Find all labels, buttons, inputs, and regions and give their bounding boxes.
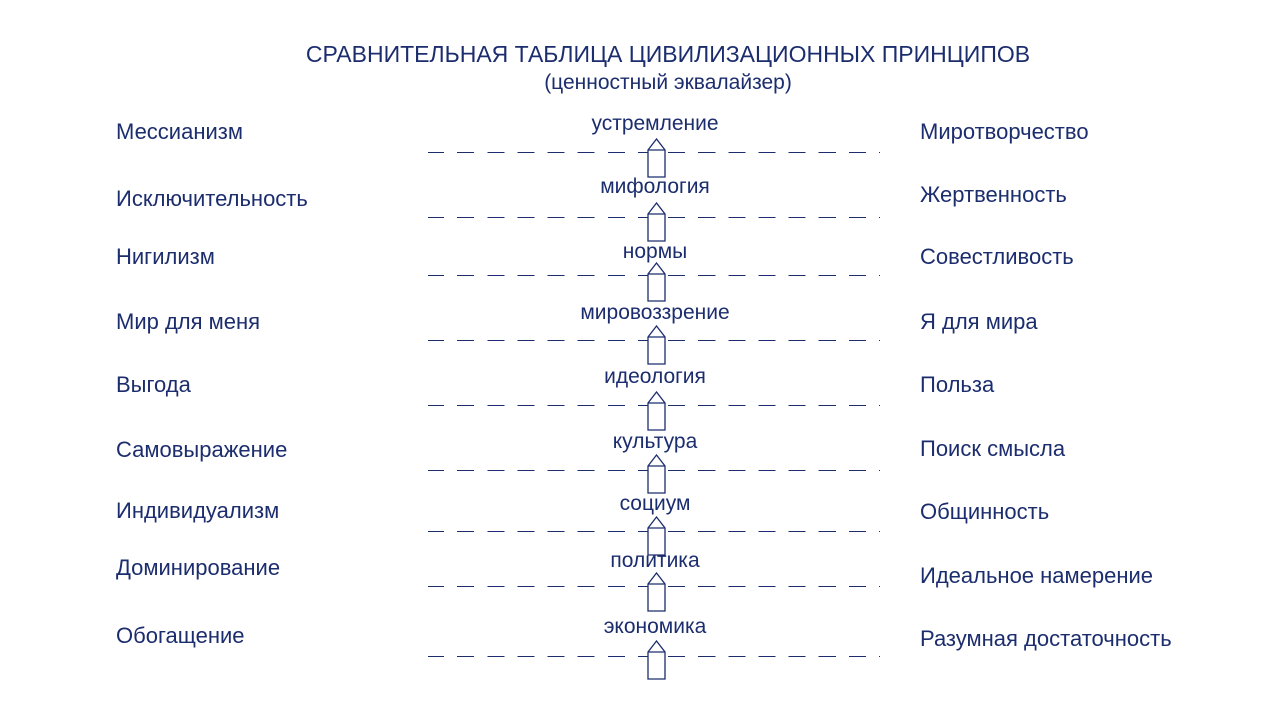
equalizer-row bbox=[0, 428, 1280, 492]
dimension-label: идеология bbox=[604, 365, 706, 388]
slider-handle[interactable] bbox=[647, 262, 666, 302]
left-principle: Индивидуализм bbox=[116, 498, 280, 523]
equalizer-row bbox=[0, 174, 1280, 238]
slider-handle[interactable] bbox=[647, 138, 666, 178]
equalizer-row bbox=[0, 238, 1280, 302]
left-principle: Нигилизм bbox=[116, 244, 215, 269]
right-principle: Совестливость bbox=[920, 244, 1074, 269]
equalizer-row bbox=[0, 300, 1280, 364]
dimension-label: мировоззрение bbox=[580, 301, 730, 324]
equalizer-row bbox=[0, 364, 1280, 428]
dimension-label: культура bbox=[612, 430, 698, 453]
dimension-label: мифология bbox=[600, 175, 710, 198]
right-principle: Поиск смысла bbox=[920, 436, 1066, 461]
right-principle: Общинность bbox=[920, 499, 1050, 524]
page-subtitle: (ценностный эквалайзер) bbox=[544, 71, 792, 94]
left-principle: Выгода bbox=[116, 372, 191, 397]
dimension-label: нормы bbox=[622, 240, 688, 263]
slider-handle[interactable] bbox=[647, 202, 666, 242]
slider-handle[interactable] bbox=[647, 391, 666, 431]
page-title: СРАВНИТЕЛЬНАЯ ТАБЛИЦА ЦИВИЛИЗАЦИОННЫХ ПРИНЦИПОВ bbox=[305, 41, 1031, 67]
dimension-label: экономика bbox=[603, 615, 707, 638]
dimension-label: социум bbox=[619, 492, 691, 515]
slider-handle[interactable] bbox=[647, 572, 666, 612]
right-principle: Разумная достаточность bbox=[920, 626, 1172, 651]
dimension-label: устремление bbox=[591, 112, 719, 135]
left-principle: Мессианизм bbox=[116, 119, 243, 144]
equalizer-row bbox=[0, 614, 1280, 678]
equalizer-row bbox=[0, 110, 1280, 174]
dimension-label: политика bbox=[610, 549, 700, 572]
left-principle: Обогащение bbox=[116, 623, 245, 648]
right-principle: Польза bbox=[920, 372, 995, 397]
equalizer-row bbox=[0, 548, 1280, 612]
left-principle: Исключительность bbox=[116, 186, 308, 211]
slider-handle[interactable] bbox=[647, 454, 666, 494]
right-principle: Жертвенность bbox=[920, 182, 1067, 207]
slider-handle[interactable] bbox=[647, 325, 666, 365]
right-principle: Идеальное намерение bbox=[920, 563, 1154, 588]
equalizer-row bbox=[0, 490, 1280, 554]
right-principle: Я для мира bbox=[920, 309, 1038, 334]
left-principle: Доминирование bbox=[116, 555, 281, 580]
right-principle: Миротворчество bbox=[920, 119, 1089, 144]
left-principle: Мир для меня bbox=[116, 309, 261, 334]
left-principle: Самовыражение bbox=[116, 437, 288, 462]
slider-handle[interactable] bbox=[647, 640, 666, 680]
